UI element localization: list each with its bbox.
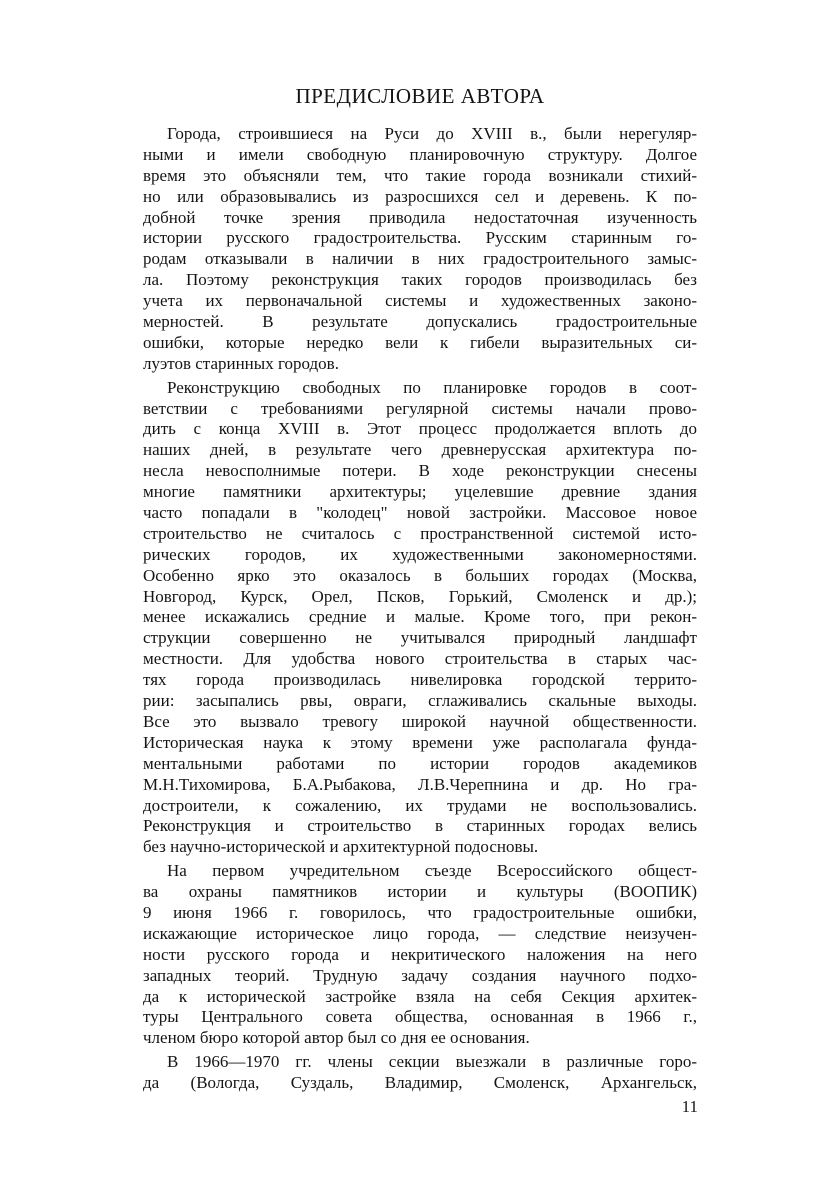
- text-line: учета их первоначальной системы и художественных законо-: [143, 291, 697, 311]
- paragraph: [143, 861, 697, 1049]
- text-line: родам отказывали в наличии в них градостроительного замыс-: [143, 249, 697, 269]
- text-line: ла. Поэтому реконструкция таких городов производилась без: [143, 270, 697, 290]
- text-line: ветствии с требованиями регулярной системы начали прово-: [143, 398, 697, 418]
- text-line: несла невосполнимые потери. В ходе реконструкции снесены: [143, 461, 697, 481]
- text-line: многие памятники архитектуры; уцелевшие древние здания: [143, 482, 697, 502]
- paragraph: [143, 1052, 697, 1094]
- text-line: Реконструкция и строительство в старинных городах велись: [143, 816, 697, 836]
- text-line: местности. Для удобства нового строительства в старых час-: [143, 649, 697, 669]
- text-line: ошибки, которые нередко вели к гибели выразительных си-: [143, 332, 697, 352]
- text-line: дить с конца XVIII в. Этот процесс продолжается вплоть до: [143, 419, 697, 439]
- text-line: ными и имели свободную планировочную структуру. Долгое: [143, 144, 697, 164]
- text-line: наших дней, в результате чего древнерусская архитектура по-: [143, 440, 697, 460]
- body-text: [143, 124, 697, 1094]
- text-line: время это объясняли тем, что такие города возникали стихий-: [143, 165, 697, 185]
- text-line: тях города производилась нивелировка городской террито-: [143, 670, 697, 690]
- text-line: Города, строившиеся на Руси до XVIII в., были нерегуляр-: [167, 124, 697, 143]
- text-line: рии: засыпались рвы, овраги, сглаживались скальные выходы.: [143, 691, 697, 711]
- text-line: мерностей. В результате допускались градостроительные: [143, 312, 697, 332]
- text-line: туры Центрального совета общества, основанная в 1966 г.,: [143, 1007, 697, 1027]
- text-line: Историческая наука к этому времени уже располагала фунда-: [143, 732, 697, 752]
- paragraph: [143, 378, 697, 858]
- text-line: западных теорий. Трудную задачу создания научного подхо-: [143, 965, 697, 985]
- text-line: да к исторической застройке взяла на себя Секция архитек-: [143, 986, 697, 1006]
- text-line: Особенно ярко это оказалось в больших городах (Москва,: [143, 565, 697, 585]
- text-line: но или образовывались из разросшихся сел и деревень. К по-: [143, 186, 697, 206]
- text-line: менее искажались средние и малые. Кроме того, при рекон-: [143, 607, 697, 627]
- text-line: достроители, к сожалению, их трудами не воспользовались.: [143, 795, 697, 815]
- text-line: да (Вологда, Суздаль, Владимир, Смоленск, Архангельск,: [143, 1073, 697, 1093]
- text-line: струкции совершенно не учитывался природный ландшафт: [143, 628, 697, 648]
- paragraph: [143, 124, 697, 375]
- text-line: рических городов, их художественными закономерностями.: [143, 544, 697, 564]
- page-number: 11: [681, 1097, 698, 1116]
- text-line: ментальными работами по истории городов академиков: [143, 753, 697, 773]
- text-line: ва охраны памятников истории и культуры (ВООПИК): [143, 882, 697, 902]
- text-line: членом бюро которой автор был со дня ее основания.: [143, 1028, 530, 1048]
- text-line: М.Н.Тихомирова, Б.А.Рыбакова, Л.В.Черепнина и др. Но гра-: [143, 774, 697, 794]
- text-line: В 1966—1970 гг. члены секции выезжали в различные горо-: [167, 1052, 697, 1072]
- text-line: искажающие историческое лицо города, — следствие неизучен-: [143, 923, 697, 943]
- text-line: 9 июня 1966 г. говорилось, что градостроительные ошибки,: [143, 902, 697, 922]
- text-line: строительство не считалось с пространственной системой исто-: [143, 523, 697, 543]
- text-line: Все это вызвало тревогу широкой научной общественности.: [143, 711, 697, 731]
- text-line: Реконструкцию свободных по планировке городов в соот-: [167, 377, 697, 397]
- text-line: без научно-исторической и архитектурной подосновы.: [143, 837, 539, 857]
- text-line: луэтов старинных городов.: [143, 353, 339, 373]
- text-line: добной точке зрения приводила недостаточная изученность: [143, 207, 697, 227]
- text-line: истории русского градостроительства. Русским старинным го-: [143, 228, 697, 248]
- text-line: На первом учредительном съезде Всероссийского общест-: [167, 861, 697, 881]
- text-line: часто попадали в "колодец" новой застройки. Массовое новое: [143, 503, 697, 523]
- page-title: ПРЕДИСЛОВИЕ АВТОРА: [295, 84, 545, 108]
- text-line: ности русского города и некритического наложения на него: [143, 944, 697, 964]
- text-line: Новгород, Курск, Орел, Псков, Горький, Смоленск и др.);: [143, 586, 697, 606]
